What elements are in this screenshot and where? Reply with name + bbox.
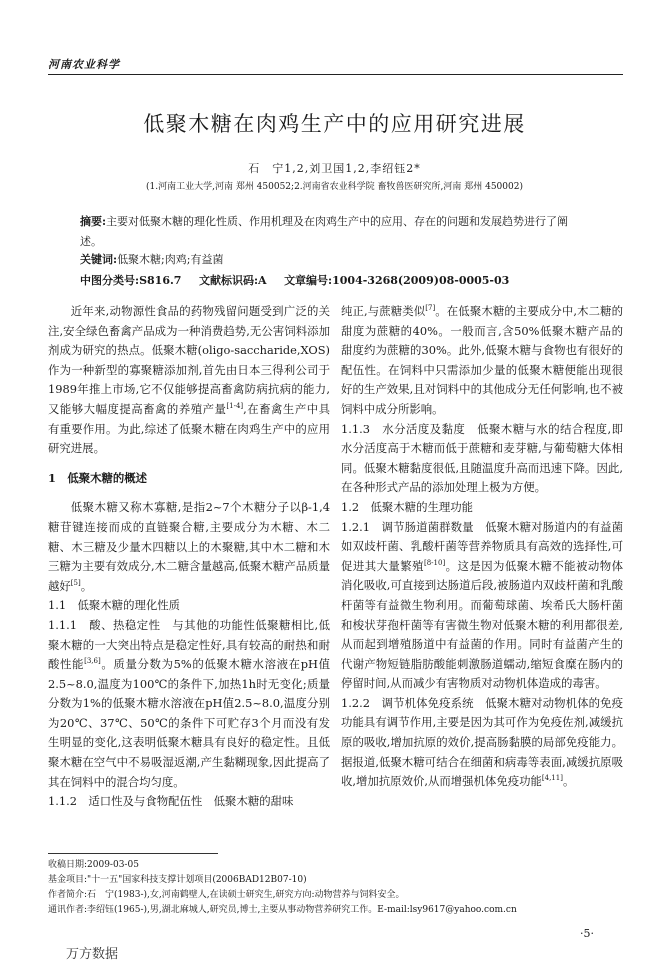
doc-code-label: 文献标识码: — [198, 274, 259, 287]
clc-label: 中图分类号: — [80, 274, 140, 287]
body-paragraph: 1.2.2 调节机体免疫系统 低聚木糖对动物机体的免疫功能具有调节作用,主要是因为其可作为免疫佐剂,减缓抗原的吸收,增加抗原的效价,提高肠黏膜的局部免疫能力。据报道,低聚木糖可结合在细菌和病毒等表面,减缓抗原吸收,增加抗原效价,从而增强机体免疫功能[4,11]。 — [341, 695, 623, 789]
citation: [7] — [425, 304, 436, 313]
body-paragraph: 低聚木糖又称木寡糖,是指2~7个木糖分子以β-1,4糖苷键连接而成的直链聚合糖,主要成分为木糖、木二糖、木三糖及少量木四糖以上的木聚糖,其中木二糖和木三糖为主要有效成分,木二糖含量越高,低聚木糖产品质量越好[5]。 — [48, 500, 330, 593]
abstract-text: 主要对低聚木糖的理化性质、作用机理及在肉鸡生产中的应用、存在的问题和发展趋势进行了阐述。 — [80, 215, 569, 248]
author-list: 石 宁1,2,刘卫国1,2,李绍钰2* — [248, 162, 421, 175]
right-column — [341, 302, 623, 792]
intro-paragraph: 近年来,动物源性食品的药物残留问题受到广泛的关注,安全绿色畜禽产品成为一种消费趋势,无公害饲料添加剂成为研究的热点。低聚木糖(oligo-saccharide,XOS)作为一种新型的寡聚糖添加剂,首先由日本三得利公司于1989年推上市场,它不仅能够提高畜禽防病抗病的能力,又能够大幅度提高畜禽的养殖产量[1-4],在畜禽生产中具有重要作用。为此,综述了低聚木糖在肉鸡生产中的应用研究进展。 — [48, 304, 330, 456]
author-bio: 作者简介:石 宁(1983-),女,河南鹤壁人,在读硕士研究生,研究方向:动物营养与饲料安全。 — [48, 890, 405, 900]
citation: [5] — [70, 578, 81, 587]
citation: [4,11] — [541, 774, 563, 783]
doc-code-value: A — [258, 274, 267, 287]
citation: [3,6] — [84, 657, 101, 666]
article-id-label: 文章编号: — [284, 274, 333, 287]
received-date: 收稿日期:2009-03-05 — [48, 860, 139, 870]
affiliations: (1.河南工业大学,河南 郑州 450052;2.河南省农业科学院 畜牧兽医研究所,河南 郑州 450002) — [146, 182, 523, 192]
abstract — [80, 212, 590, 252]
citation: [8-10] — [423, 558, 446, 567]
header-rule — [48, 74, 623, 75]
subsection-heading: 1.2 低聚木糖的生理功能 — [341, 499, 474, 514]
citation: [1-4] — [226, 402, 244, 411]
left-column — [48, 302, 330, 812]
body-paragraph: 1.1.1 酸、热稳定性 与其他的功能性低聚糖相比,低聚木糖的一大突出特点是稳定性好,具有较高的耐热和耐酸性能[3,6]。质量分数为5%的低聚木糖水溶液在pH值2.5~8.0,温度为100℃的条件下,加热1h时无变化;质量分数为1%的低聚木糖水溶液在pH值2.5~8.0,温度分别为20℃、37℃、50℃的条件下可贮存3个月而没有发生明显的变化,这表明低聚木糖具有良好的稳定性。且低聚木糖在空气中不易吸湿返潮,产生黏糊现象,因此提高了其在饲料中的混合均匀度。 — [48, 617, 330, 789]
section-heading: 1 低聚木糖的概述 — [48, 470, 148, 485]
abstract-label: 摘要: — [80, 215, 107, 228]
footnote-rule — [48, 853, 218, 854]
keywords — [80, 251, 223, 267]
journal-name: 河南农业科学 — [48, 58, 120, 71]
body-paragraph: 1.1.2 适口性及与食物配伍性 低聚木糖的甜味 — [48, 794, 294, 809]
paper-title: 低聚木糖在肉鸡生产中的应用研究进展 — [143, 112, 526, 136]
keywords-text: 低聚木糖;肉鸡;有益菌 — [117, 253, 224, 266]
page-number: ·5· — [580, 927, 594, 940]
classification-line — [80, 272, 523, 288]
keywords-label: 关键词: — [80, 253, 118, 266]
fund-info: 基金项目:"十一五"国家科技支撑计划项目(2006BAD12B07-10) — [48, 875, 307, 885]
body-paragraph: 纯正,与蔗糖类似[7]。在低聚木糖的主要成分中,木二糖的甜度为蔗糖的40%。一般而言,含50%低聚木糖产品的甜度约为蔗糖的30%。此外,低聚木糖与食物也有很好的配伍性。在饲料中只需添加少量的低聚木糖便能出现很好的生产效果,且对饲料中的其他成分无任何影响,也不被饲料中成分所影响。 — [341, 304, 623, 416]
watermark: 万方数据 — [66, 947, 119, 962]
clc-value: S816.7 — [139, 274, 182, 287]
body-paragraph: 1.2.1 调节肠道菌群数量 低聚木糖对肠道内的有益菌如双歧杆菌、乳酸杆菌等营养物质具有高效的选择性,可促进其大量繁殖[8-10]。这是因为低聚木糖不能被动物体消化吸收,可直接到达肠道后段,被肠道内双歧杆菌和乳酸杆菌等有益微生物利用。而葡萄球菌、埃希氏大肠杆菌和梭状芽孢杆菌等有害微生物对低聚木糖的利用都很差,从而起到增殖肠道中有益菌的作用。同时有益菌产生的代谢产物短链脂肪酸能刺激肠道蠕动,缩短食糜在肠内的停留时间,从而减少有害物质对动物机体造成的毒害。 — [341, 519, 623, 691]
body-paragraph: 1.1.3 水分活度及黏度 低聚木糖与水的结合程度,即水分活度高于木糖而低于蔗糖和麦芽糖,与葡萄糖大体相同。低聚木糖黏度很低,且随温度升高而迅速下降。因此,在各种形式产品的添加处理上极为方便。 — [341, 421, 623, 495]
footnotes — [48, 858, 628, 918]
subsection-heading: 1.1 低聚木糖的理化性质 — [48, 598, 181, 613]
article-id-value: 1004-3268(2009)08-0005-03 — [332, 274, 510, 287]
corresponding-author: 通讯作者:李绍钰(1965-),男,湖北麻城人,研究员,博士,主要从事动物营养研究工作。E-mail:lsy9617@yahoo.com.cn — [48, 905, 517, 915]
